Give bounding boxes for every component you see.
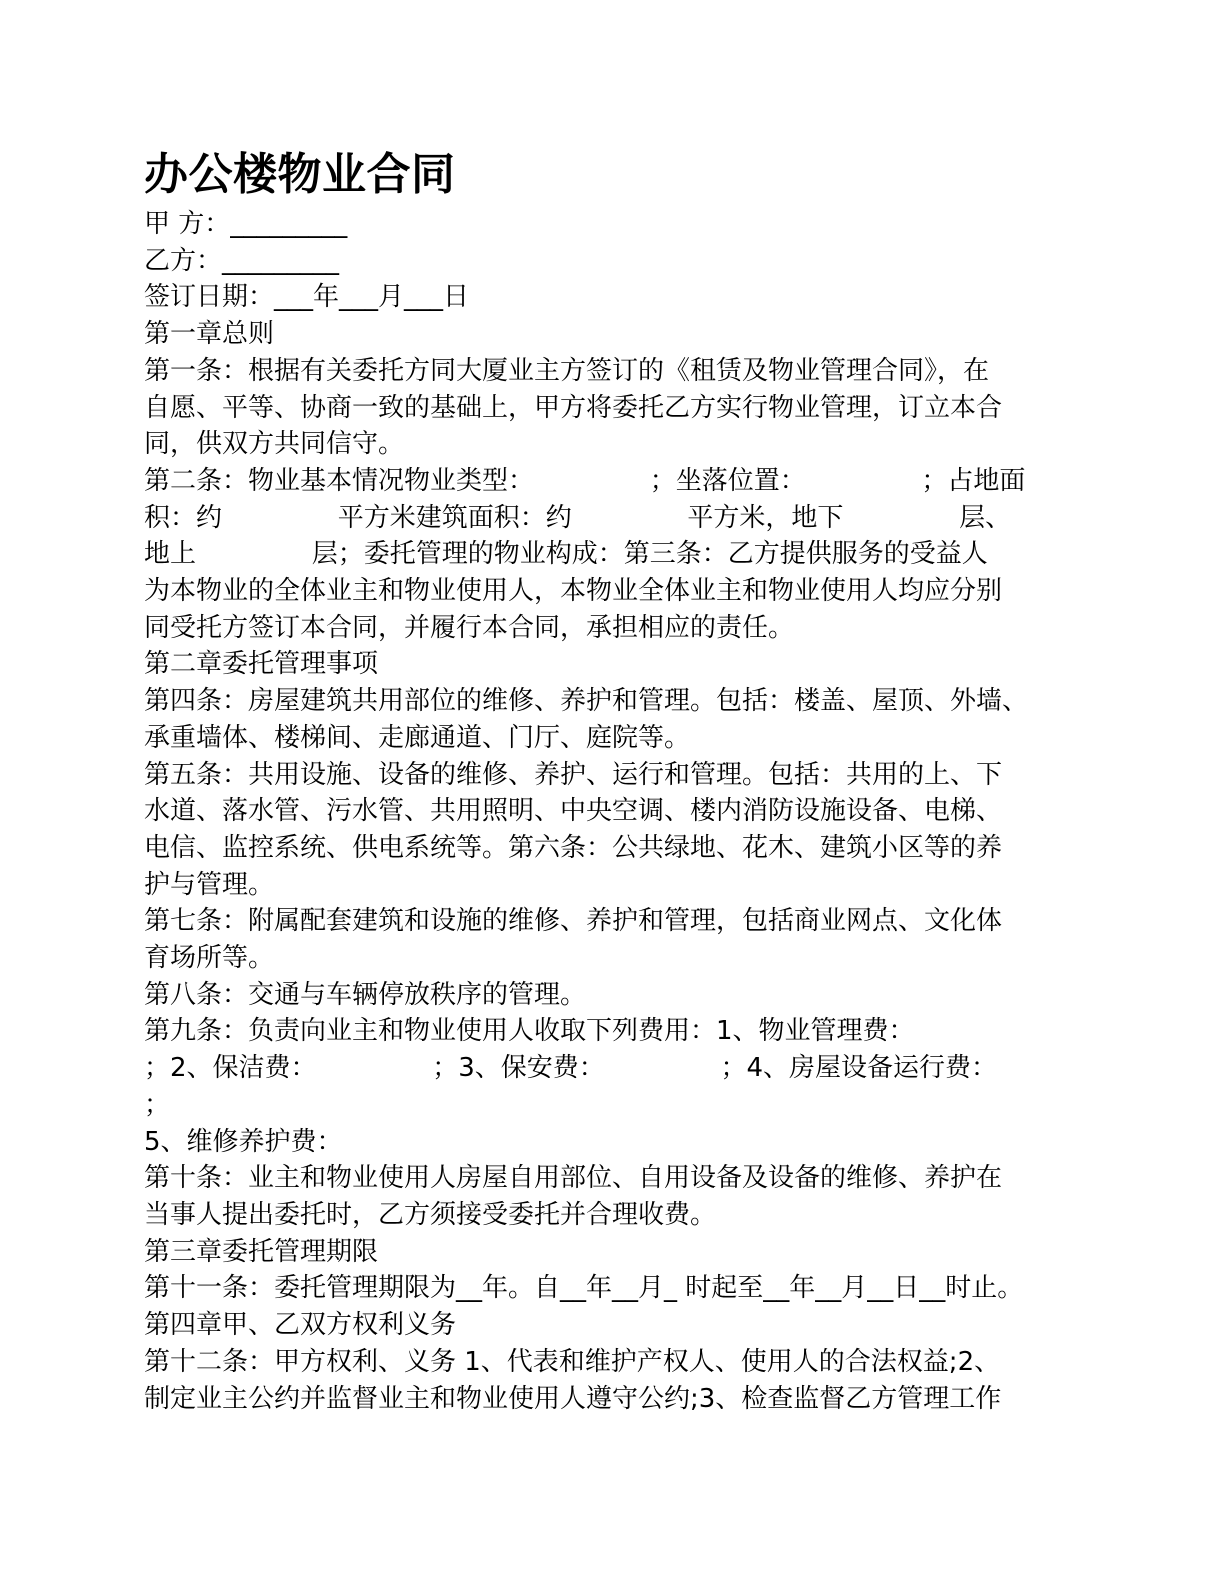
text-line: 第十条：业主和物业使用人房屋自用部位、自用设备及设备的维修、养护在 xyxy=(144,1163,1003,1194)
text-line: 承重墙体、楼梯间、走廊通道、门厅、庭院等。 xyxy=(144,722,691,753)
text-line: 乙方：_________ xyxy=(144,245,340,276)
document-title: 办公楼物业合同 xyxy=(144,149,456,200)
text-line: 第九条：负责向业主和物业使用人收取下列费用：1、物业管理费： xyxy=(144,1016,915,1047)
chapter-heading: 第三章委托管理期限 xyxy=(144,1236,379,1267)
chapter-heading: 第四章甲、乙双方权利义务 xyxy=(144,1310,457,1341)
text-line: 制定业主公约并监督业主和物业使用人遵守公约;3、检查监督乙方管理工作 xyxy=(144,1383,1002,1414)
text-line: 同受托方签订本合同，并履行本合同，承担相应的责任。 xyxy=(144,612,795,643)
text-line: 第十一条：委托管理期限为__年。自__年__月_ 时起至__年__月__日__时止。 xyxy=(144,1273,1024,1304)
text-line: 育场所等。 xyxy=(144,943,275,974)
text-line: 5、维修养护费： xyxy=(144,1126,343,1157)
text-line: 同，供双方共同信守。 xyxy=(144,429,405,460)
chapter-heading: 第一章总则 xyxy=(144,319,275,350)
text-line: 第五条：共用设施、设备的维修、养护、运行和管理。包括：共用的上、下 xyxy=(144,759,1003,790)
text-line: 积：约 平方米建筑面积：约 平方米，地下 层、 xyxy=(144,502,1012,533)
document-page xyxy=(144,144,1084,1417)
text-line: 为本物业的全体业主和物业使用人，本物业全体业主和物业使用人均应分别 xyxy=(144,576,1003,607)
text-line: 第一条：根据有关委托方同大厦业主方签订的《租赁及物业管理合同》，在 xyxy=(144,355,990,386)
text-line: 第七条：附属配套建筑和设施的维修、养护和管理，包括商业网点、文化体 xyxy=(144,906,1003,937)
text-line: 电信、监控系统、供电系统等。第六条：公共绿地、花木、建筑小区等的养 xyxy=(144,832,1003,863)
text-line: 第四条：房屋建筑共用部位的维修、养护和管理。包括：楼盖、屋顶、外墙、 xyxy=(144,686,1029,717)
text-line: ；2、保洁费： ；3、保安费： ；4、房屋设备运行费： xyxy=(144,1053,998,1084)
text-line: 第十二条：甲方权利、义务 1、代表和维护产权人、使用人的合法权益;2、 xyxy=(144,1346,1001,1377)
document-body xyxy=(144,206,1084,1417)
text-line: 签订日期：___年___月___日 xyxy=(144,282,470,313)
chapter-heading: 第二章委托管理事项 xyxy=(144,649,379,680)
text-line: 自愿、平等、协商一致的基础上，甲方将委托乙方实行物业管理，订立本合 xyxy=(144,392,1003,423)
text-line: 护与管理。 xyxy=(144,869,275,900)
text-line: ； xyxy=(144,1089,171,1120)
text-line: 水道、落水管、污水管、共用照明、中央空调、楼内消防设施设备、电梯、 xyxy=(144,796,1003,827)
text-line: 地上 层；委托管理的物业构成：第三条：乙方提供服务的受益人 xyxy=(144,539,988,570)
text-line: 甲 方：_________ xyxy=(144,209,348,239)
text-line: 第二条：物业基本情况物业类型： ；坐落位置： ；占地面 xyxy=(144,465,1026,496)
text-line: 当事人提出委托时，乙方须接受委托并合理收费。 xyxy=(144,1199,717,1230)
text-line: 第八条：交通与车辆停放秩序的管理。 xyxy=(144,979,587,1010)
